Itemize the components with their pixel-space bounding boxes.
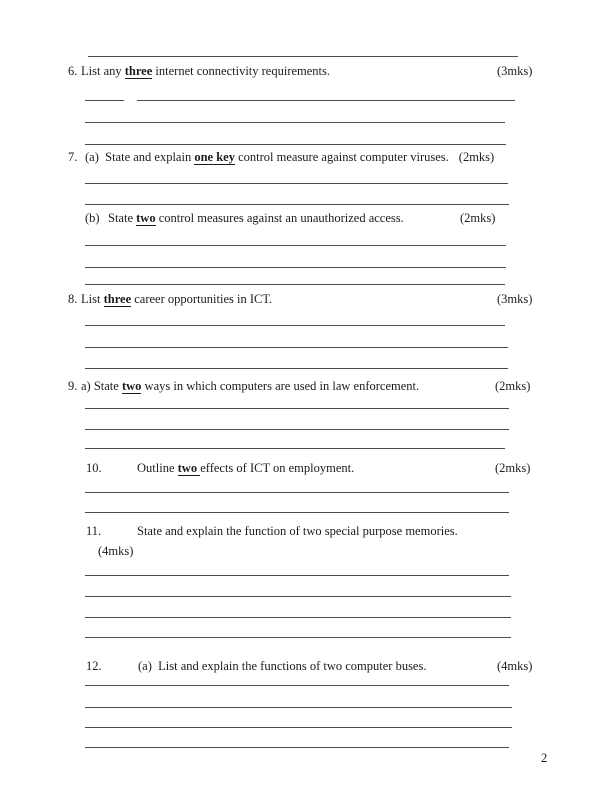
question-9 bbox=[68, 379, 612, 395]
marks-label: (4mks) bbox=[497, 659, 533, 673]
question-10 bbox=[86, 461, 612, 477]
answer-line bbox=[85, 512, 509, 513]
question-number: 9. bbox=[68, 379, 78, 393]
emphasized-term: two bbox=[136, 211, 156, 225]
marks-label: (2mks) bbox=[495, 379, 531, 393]
emphasized-term: one key bbox=[194, 150, 235, 164]
answer-line bbox=[137, 100, 515, 101]
marks-label: (2mks) bbox=[460, 211, 496, 225]
answer-line bbox=[85, 747, 509, 748]
answer-line bbox=[85, 448, 505, 449]
question-text: (a) State and explain one key control measure against computer viruses. bbox=[85, 150, 449, 164]
separator-rule bbox=[88, 56, 518, 57]
question-6 bbox=[68, 64, 612, 80]
answer-line bbox=[85, 368, 508, 369]
question-12 bbox=[86, 659, 612, 675]
question-number: 10. bbox=[86, 461, 102, 475]
question-number: 7. bbox=[68, 150, 78, 164]
marks-label: (3mks) bbox=[497, 64, 533, 78]
emphasized-term: two bbox=[121, 379, 142, 393]
answer-line bbox=[85, 408, 509, 409]
question-text: State two control measures against an unauthorized access. bbox=[108, 211, 404, 225]
question-7a bbox=[68, 150, 612, 166]
question-text: List three career opportunities in ICT. bbox=[81, 292, 273, 306]
question-number: 12. bbox=[86, 659, 102, 673]
question-text: a) State two ways in which computers are used in law enforcement. bbox=[81, 379, 420, 393]
question-text: (a) List and explain the functions of two computer buses. bbox=[138, 659, 427, 673]
answer-line bbox=[85, 685, 509, 686]
marks-label: (4mks) bbox=[98, 544, 134, 558]
page-number: 2 bbox=[541, 751, 548, 765]
answer-line bbox=[85, 122, 505, 123]
answer-line bbox=[85, 245, 506, 246]
answer-line-short bbox=[85, 100, 124, 101]
answer-line bbox=[85, 325, 505, 326]
answer-line bbox=[85, 727, 512, 728]
emphasized-term: three bbox=[124, 64, 153, 78]
question-text: State and explain the function of two special purpose memories. bbox=[137, 524, 458, 538]
answer-line bbox=[85, 637, 511, 638]
question-number: 8. bbox=[68, 292, 78, 306]
question-11 bbox=[86, 524, 612, 540]
answer-line bbox=[85, 575, 509, 576]
question-text: Outline two effects of ICT on employment. bbox=[137, 461, 355, 475]
answer-line bbox=[85, 596, 511, 597]
answer-line bbox=[85, 429, 509, 430]
question-7b bbox=[85, 211, 612, 227]
answer-line bbox=[85, 347, 508, 348]
question-number: 6. bbox=[68, 64, 78, 78]
question-number: (b) bbox=[85, 211, 100, 225]
marks-label: (3mks) bbox=[497, 292, 533, 306]
answer-line bbox=[85, 492, 509, 493]
marks-label: (2mks) bbox=[495, 461, 531, 475]
answer-line bbox=[85, 284, 505, 285]
emphasized-term: two bbox=[177, 461, 201, 475]
answer-line bbox=[85, 267, 506, 268]
answer-line bbox=[85, 183, 508, 184]
answer-line bbox=[85, 617, 511, 618]
answer-line bbox=[85, 144, 506, 145]
question-number: 11. bbox=[86, 524, 102, 538]
question-8 bbox=[68, 292, 612, 308]
marks-label: (2mks) bbox=[458, 150, 495, 164]
answer-line bbox=[85, 707, 512, 708]
answer-line bbox=[85, 204, 509, 205]
emphasized-term: three bbox=[103, 292, 132, 306]
question-text: List any three internet connectivity requirements. bbox=[81, 64, 331, 78]
